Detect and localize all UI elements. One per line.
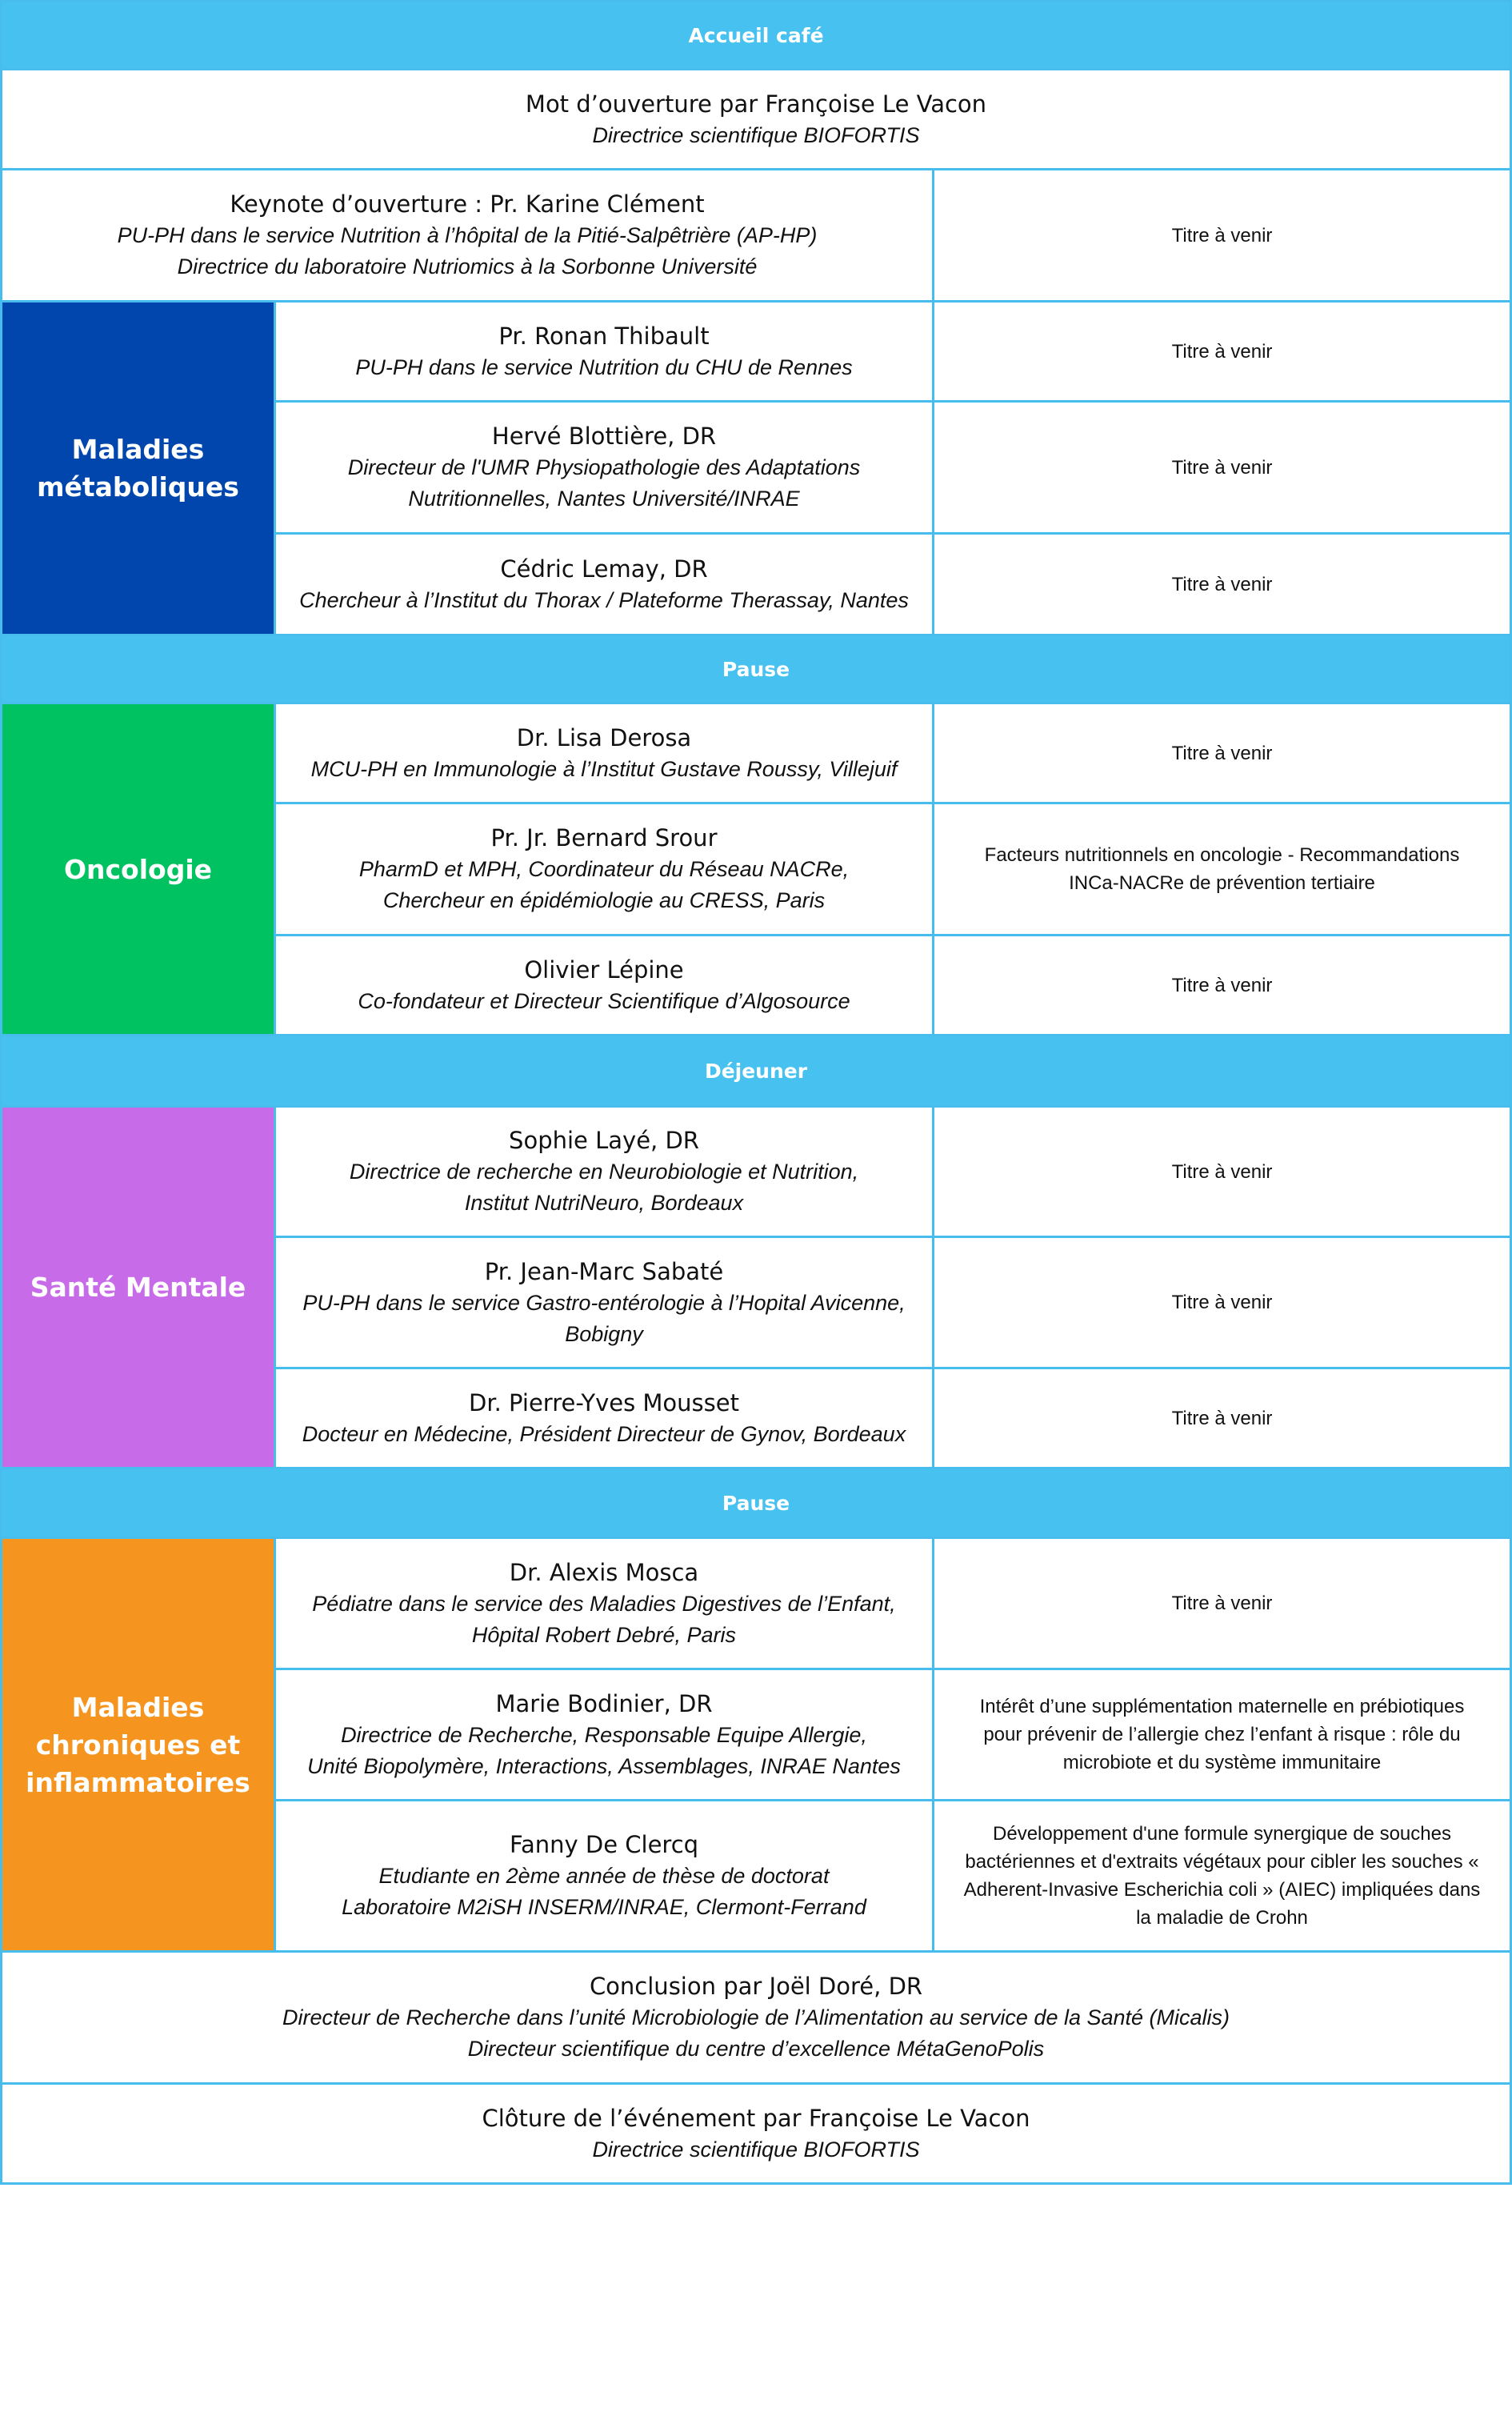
speaker-role: Directrice de recherche en Neurobiologie et Nutrition, Institut NutriNeuro, Bordeaux xyxy=(349,1160,859,1215)
speaker-role: Etudiante en 2ème année de thèse de doctorat Laboratoire M2iSH INSERM/INRAE, Clermont-Ferrand xyxy=(342,1864,866,1919)
speaker-mousset xyxy=(274,1367,934,1469)
talk-bodinier xyxy=(932,1668,1512,1801)
talk-title: Facteurs nutritionnels en oncologie - Recommandations INCa-NACRe de prévention tertiaire xyxy=(984,844,1460,894)
speaker-role: Co-fondateur et Directeur Scientifique d’Algosource xyxy=(358,988,850,1013)
speaker-name: Pr. Jean-Marc Sabaté xyxy=(484,1257,724,1285)
speaker-derosa xyxy=(274,702,934,804)
speaker-name: Pr. Ronan Thibault xyxy=(498,322,710,350)
talk-srour xyxy=(932,802,1512,936)
speaker-thibault xyxy=(274,300,934,403)
speaker-name: Dr. Pierre-Yves Mousset xyxy=(469,1388,739,1416)
speaker-role: Chercheur à l’Institut du Thorax / Plateforme Therassay, Nantes xyxy=(299,587,909,612)
talk-mosca xyxy=(932,1537,1512,1670)
category-mental xyxy=(0,1105,276,1469)
talk-blottiere xyxy=(932,400,1512,535)
speaker-mosca xyxy=(274,1537,934,1670)
category-metab xyxy=(0,300,276,636)
dejeuner-label: Déjeuner xyxy=(704,1059,808,1083)
keynote-cell xyxy=(0,168,934,302)
talk-title: Titre à venir xyxy=(1171,573,1273,595)
speaker-role: Docteur en Médecine, Président Directeur de Gynov, Bordeaux xyxy=(302,1421,906,1446)
speaker-name: Sophie Layé, DR xyxy=(509,1127,699,1154)
opening-cell xyxy=(0,68,1512,170)
talk-title: Titre à venir xyxy=(1171,1593,1273,1614)
speaker-name: Dr. Alexis Mosca xyxy=(509,1558,699,1586)
talk-declercq xyxy=(932,1799,1512,1953)
category-chronic-label: Maladies chroniques et inflammatoires xyxy=(26,1691,250,1798)
speaker-role: PharmD et MPH, Coordinateur du Réseau NACRe, Chercheur en épidémiologie au CRESS, Paris xyxy=(358,857,850,912)
conclusion-cell xyxy=(0,1950,1512,2085)
speaker-bodinier xyxy=(274,1668,934,1801)
keynote-talk: Titre à venir xyxy=(1171,224,1273,246)
talk-lepine xyxy=(932,934,1512,1036)
speaker-name: Fanny De Clercq xyxy=(509,1831,699,1858)
accueil-label: Accueil café xyxy=(688,23,824,47)
pause-label: Pause xyxy=(722,1491,790,1515)
speaker-sabate xyxy=(274,1236,934,1369)
pause-band-2 xyxy=(0,1467,1512,1539)
talk-title: Titre à venir xyxy=(1171,742,1273,764)
talk-title: Titre à venir xyxy=(1171,456,1273,479)
speaker-role: Directeur de l'UMR Physiopathologie des Adaptations Nutritionnelles, Nantes Université/INRAE xyxy=(347,455,861,511)
category-onco xyxy=(0,702,276,1036)
closing-cell xyxy=(0,2082,1512,2185)
talk-title: Titre à venir xyxy=(1171,974,1273,996)
speaker-name: Marie Bodinier, DR xyxy=(495,1689,713,1717)
speaker-lemay xyxy=(274,532,934,636)
talk-sabate xyxy=(932,1236,1512,1369)
speaker-name: Hervé Blottière, DR xyxy=(491,423,717,450)
speaker-name: Pr. Jr. Bernard Srour xyxy=(490,824,718,851)
conclusion-name: Conclusion par Joël Doré, DR xyxy=(589,1973,923,2000)
talk-mousset xyxy=(932,1367,1512,1469)
keynote-role: PU-PH dans le service Nutrition à l’hôpital de la Pitié-Salpêtrière (AP-HP) Directrice du laboratoire Nutriomics à la Sorbonne Université xyxy=(117,223,818,278)
talk-title: Titre à venir xyxy=(1171,1292,1273,1313)
speaker-role: PU-PH dans le service Gastro-entérologie à l’Hopital Avicenne, Bobigny xyxy=(302,1290,906,1346)
closing-role: Directrice scientifique BIOFORTIS xyxy=(592,2137,920,2162)
opening-role: Directrice scientifique BIOFORTIS xyxy=(592,122,920,147)
pause-label: Pause xyxy=(722,657,790,681)
talk-title: Développement d'une formule synergique de souches bactériennes et d'extraits végétaux pour cibler les souches « Adherent-Invasive Escherichia coli » (AIEC) impliquées dans la maladie de Crohn xyxy=(963,1823,1481,1929)
pause-band-1 xyxy=(0,634,1512,704)
conclusion-role: Directeur de Recherche dans l’unité Microbiologie de l’Alimentation au service de la Santé (Micalis) Directeur scientifique du centre d’excellence MétaGenoPolis xyxy=(282,2005,1230,2061)
accueil-band xyxy=(0,0,1512,70)
speaker-role: Pédiatre dans le service des Maladies Digestives de l’Enfant, Hôpital Robert Debré, Paris xyxy=(312,1591,896,1647)
category-chronic xyxy=(0,1537,276,1953)
speaker-laye xyxy=(274,1105,934,1238)
speaker-declercq xyxy=(274,1799,934,1953)
keynote-talk-cell xyxy=(932,168,1512,302)
speaker-blottiere xyxy=(274,400,934,535)
category-onco-label: Oncologie xyxy=(63,853,213,885)
talk-laye xyxy=(932,1105,1512,1238)
speaker-name: Cédric Lemay, DR xyxy=(500,555,708,583)
opening-name: Mot d’ouverture par Françoise Le Vacon xyxy=(525,90,987,118)
speaker-lepine xyxy=(274,934,934,1036)
talk-title: Titre à venir xyxy=(1171,1160,1273,1183)
talk-thibault xyxy=(932,300,1512,403)
talk-title: Titre à venir xyxy=(1171,1407,1273,1429)
speaker-role: PU-PH dans le service Nutrition du CHU de Rennes xyxy=(355,355,853,379)
talk-title: Titre à venir xyxy=(1171,340,1273,363)
speaker-srour xyxy=(274,802,934,936)
talk-derosa xyxy=(932,702,1512,804)
keynote-name: Keynote d’ouverture : Pr. Karine Clément xyxy=(230,190,705,218)
speaker-role: Directrice de Recherche, Responsable Equipe Allergie, Unité Biopolymère, Interactions, Assemblages, INRAE Nantes xyxy=(307,1722,901,1778)
category-metab-label: Maladies métaboliques xyxy=(37,434,239,503)
closing-name: Clôture de l’événement par Françoise Le Vacon xyxy=(482,2104,1030,2132)
speaker-name: Dr. Lisa Derosa xyxy=(516,723,692,751)
category-mental-label: Santé Mentale xyxy=(30,1272,246,1303)
talk-title: Intérêt d’une supplémentation maternelle en prébiotiques pour prévenir de l’allergie chez l’enfant à risque : rôle du microbiote et du système immunitaire xyxy=(979,1696,1465,1773)
speaker-role: MCU-PH en Immunologie à l’Institut Gustave Roussy, Villejuif xyxy=(310,756,898,781)
dejeuner-band xyxy=(0,1034,1512,1108)
speaker-name: Olivier Lépine xyxy=(524,956,684,984)
talk-lemay xyxy=(932,532,1512,636)
